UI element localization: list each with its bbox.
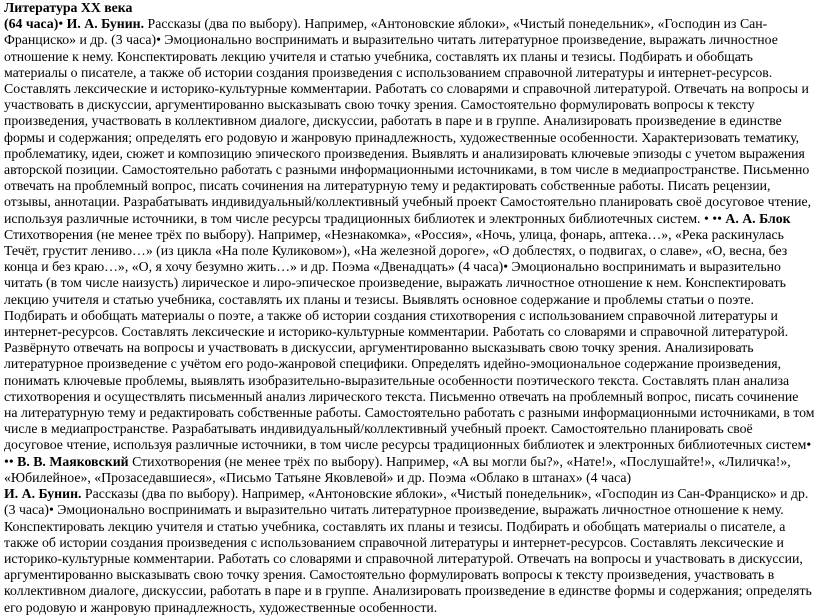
author-blok: А. А. Блок <box>721 210 791 226</box>
author-bunin: И. А. Бунин. <box>4 486 82 502</box>
section-heading: Литература XX века <box>4 0 133 15</box>
paragraph-text: Стихотворения (не менее трёх по выбору). Например, «А вы могли бы?», «Нате!», «Послушайте!», «Лиличка!», «Юбилейное», «Прозаседавшиеся», «Письмо Татьяне Яковлевой» и др. Поэма «Облако в штанах» (4 часа) <box>4 453 791 485</box>
paragraph-text: Рассказы (два по выбору). Например, «Антоновские яблоки», «Чистый понедельник», «Господин из Сан-Франциско» и др. (3 часа)• Эмоционально воспринимать и выразительно читать литературное произведение, выражать личностное отношение к нему. Конспектировать лекцию учителя и статью учебника, составлять их планы и тезисы. Подбирать и обобщать материалы о писателе, а также об истории создания произведения с использованием справочной литературы и интернет-ресурсов. Составлять лексические и историко-культурные комментарии. Работать со словарями и справочной литературой. Отвечать на вопросы и участвовать в дискуссии, аргументированно высказывать свою точку зрения. Самостоятельно формулировать вопросы к тексту произведения, участвовать в коллективном диалоге, дискуссии, работать в паре и в группе. Анализировать произведение в единстве формы и содержания; определять его родовую и жанровую принадлежность, художественные особенности. <box>4 486 812 615</box>
bullet-mark: • <box>58 16 64 32</box>
paragraph-text: Рассказы (два по выбору). Например, «Антоновские яблоки», «Чистый понедельник», «Господин из Сан-Франциско» и др. (3 часа)• Эмоционально воспринимать и выразительно читать литературное произведение, выражать личностное отношение к нему. Конспектировать лекцию учителя и статью учебника, составлять их планы и тезисы. Подбирать и обобщать материалы о писателе, а также об истории создания произведения с использованием справочной литературы и интернет-ресурсов. Составлять лексические и историко-культурные комментарии. Работать со словарями и справочной литературой. Отвечать на вопросы и участвовать в дискуссии, аргументированно высказывать свою точку зрения. Самостоятельно формулировать вопросы к тексту произведения, участвовать в коллективном диалоге, дискуссии, работать в паре и в группе. Анализировать произведение в единстве формы и содержания; определять его родовую и жанровую принадлежность, художественные особенности. Характеризовать тематику, проблематику, идеи, сюжет и композицию эпического произведения. Выявлять и анализировать ключевые эпизоды с учетом выражения авторской позиции. Самостоятельно работать с разными информационными источниками, в том числе в медиапространстве. Письменно отвечать на проблемный вопрос, писать сочинения на литературную тему и редактировать собственные работы. Писать рецензии, отзывы, аннотации. Разрабатывать индивидуальный/коллективный учебный проект Самостоятельно планировать своё досуговое чтение, используя различные источники, в том числе ресурсы традиционных библиотек и электронных библиотечных систем. <box>4 16 812 226</box>
paragraph-1 <box>4 16 815 486</box>
author-mayakovsky: В. В. Маяковский <box>13 453 129 469</box>
paragraph-text: Стихотворения (не менее трёх по выбору). Например, «Незнакомка», «Россия», «Ночь, улица, фонарь, аптека…», «Река раскинулась Течёт, грустит лениво…» (из цикла «На поле Куликовом»), «На железной дороге», «О доблестях, о подвигах, о славе», «О, весна, без конца и без краю…», «О, я хочу безумно жить…» и др. Поэма «Двенадцать» (4 часа)• Эмоционально воспринимать и выразительно читать (в том числе наизусть) лирическое и лиро-эпическое произведение, выражать личностное отношение к нем. Конспектировать лекцию учителя и статью учебника, составлять их планы и тезисы. Выявлять основное содержание и проблемы статьи о поэте. Подбирать и обобщать материалы о поэте, а также об истории создания стихотворения с использованием справочной литературы и интернет-ресурсов. Составлять лексические и историко-культурные комментарии. Работать со словарями и справочной литературой. Развёрнуто отвечать на вопросы и участвовать в дискуссии, аргументированно высказывать свою точку зрения. Анализировать литературное произведение с учётом его родо-жанровой специфики. Определять идейно-эмоциональное содержание произведения, понимать ключевые проблемы, выявлять изобразительно-выразительные особенности поэтического текста. Составлять план анализа стихотворения и осуществлять письменный анализ лирического текста. Письменно отвечать на проблемный вопрос, писать сочинение на литературную тему и редактировать собственные работы. Самостоятельно работать с разными информационными источниками, в том числе в медиапространстве. Разрабатывать индивидуальный/коллективный учебный проект. Самостоятельно планировать своё досуговое чтение, используя различные источники, в том числе ресурсы традиционных библиотек и электронных библиотечных систем <box>4 226 815 453</box>
bullet-marks: • •• <box>703 210 722 226</box>
hours-label: (64 часа) <box>4 16 59 32</box>
paragraph-2 <box>4 486 815 616</box>
author-bunin: И. А. Бунин. <box>63 16 145 32</box>
bullet-marks: • •• <box>4 437 812 469</box>
